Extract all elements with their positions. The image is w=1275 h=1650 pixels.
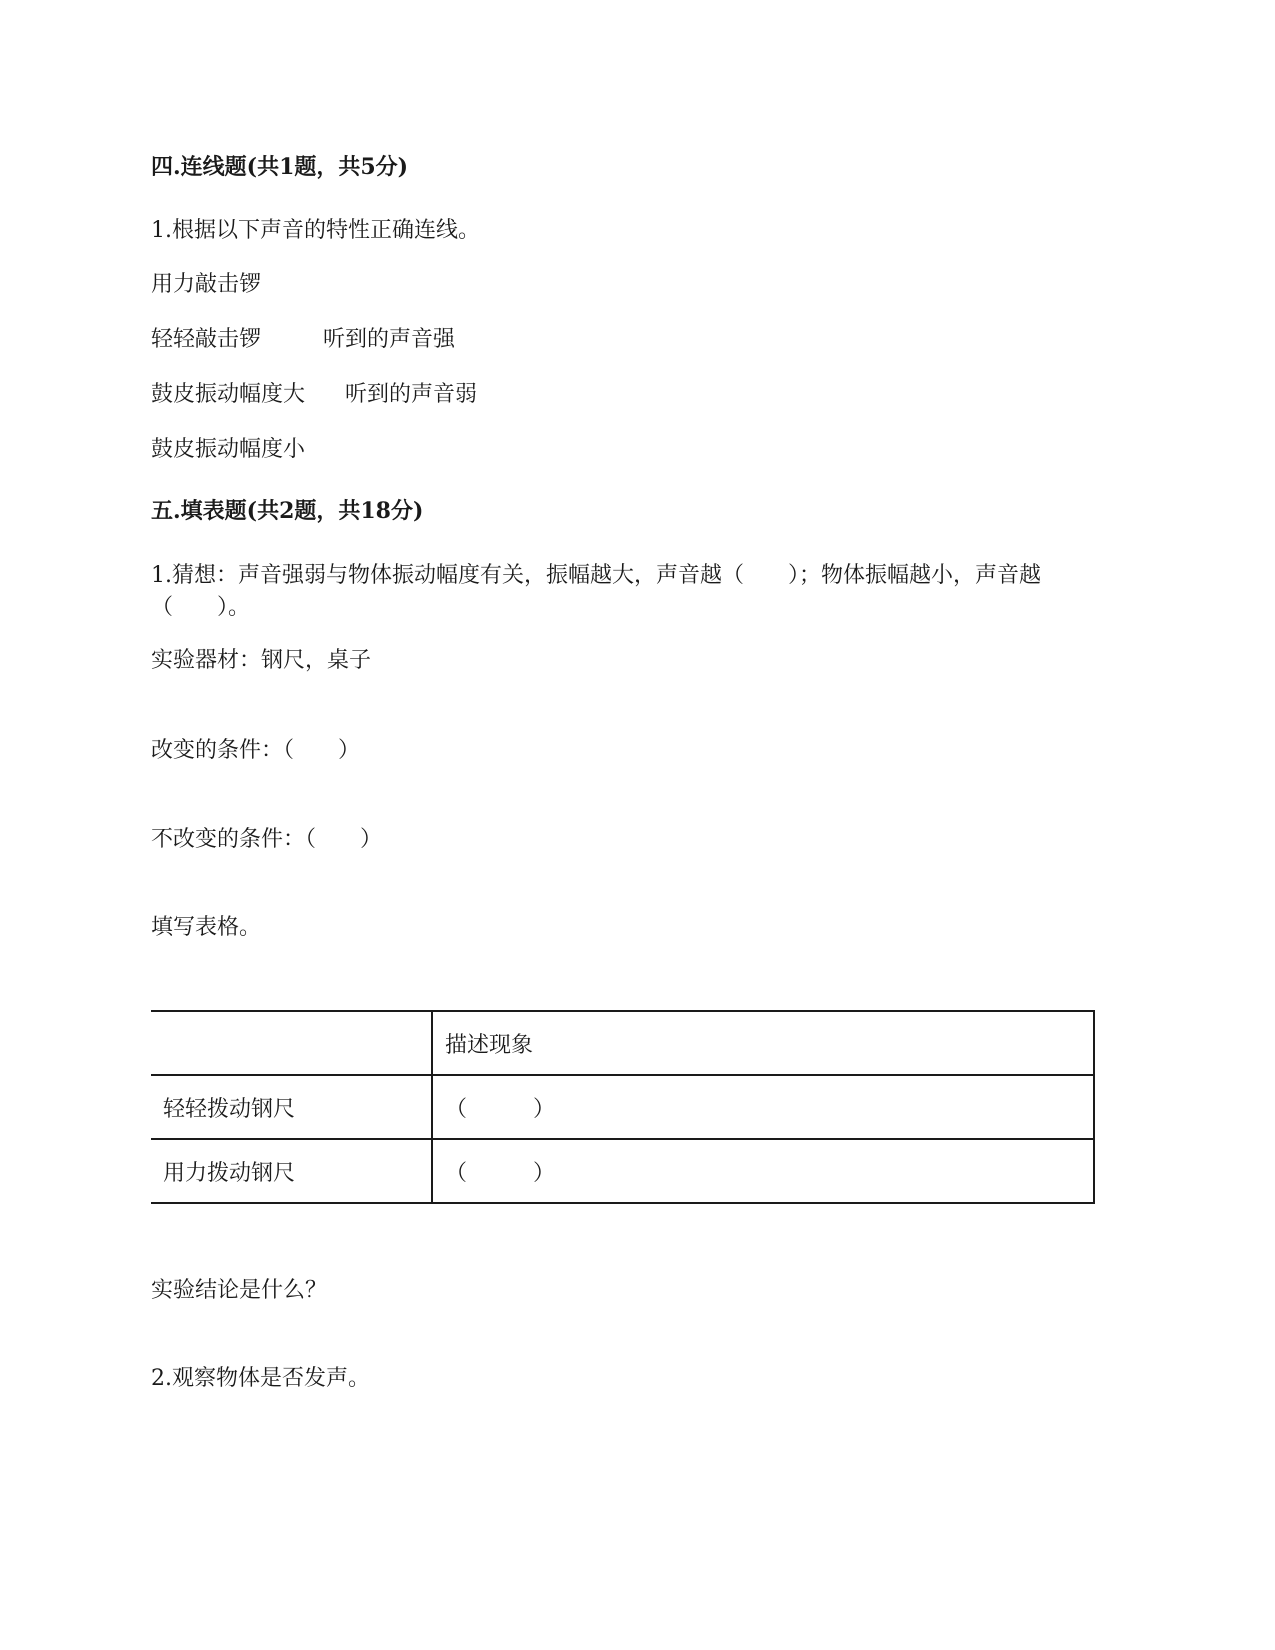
conclusion-question: 实验结论是什么？ bbox=[151, 1278, 328, 1303]
table-header-cell bbox=[151, 1011, 432, 1075]
section-4-heading: 四.连线题(共1题，共5分) bbox=[151, 154, 409, 180]
question-4-1: 1.根据以下声音的特性正确连线。 bbox=[151, 218, 480, 243]
table-cell-condition: 用力拨动钢尺 bbox=[151, 1139, 432, 1203]
left-item-1: 用力敲击锣 bbox=[151, 272, 262, 297]
unchanged-condition: 不改变的条件：（ ） bbox=[151, 827, 383, 852]
table-cell-answer: （ ） bbox=[432, 1075, 1094, 1139]
table-header-cell: 描述现象 bbox=[432, 1011, 1094, 1075]
matching-row-2 bbox=[151, 325, 455, 355]
observation-table bbox=[151, 1010, 1095, 1204]
table-row bbox=[151, 1075, 1094, 1139]
section-5-heading: 五.填表题(共2题，共18分) bbox=[151, 498, 424, 524]
table-cell-answer: （ ） bbox=[432, 1139, 1094, 1203]
changed-condition: 改变的条件：（ ） bbox=[151, 738, 361, 763]
left-item-2: 轻轻敲击锣 bbox=[151, 327, 262, 352]
fill-table-instruction: 填写表格。 bbox=[151, 915, 262, 940]
table-header-row bbox=[151, 1011, 1094, 1075]
left-item-3: 鼓皮振动幅度大 bbox=[151, 382, 306, 407]
table-row bbox=[151, 1139, 1094, 1203]
matching-row-3 bbox=[151, 380, 477, 410]
question-5-2: 2.观察物体是否发声。 bbox=[151, 1366, 370, 1391]
materials-line: 实验器材：钢尺，桌子 bbox=[151, 648, 372, 673]
question-5-1: 1.猜想：声音强弱与物体振动幅度有关，振幅越大，声音越（ ）；物体振幅越小，声音越（ ）。 bbox=[151, 563, 1041, 620]
table-cell-condition: 轻轻拨动钢尺 bbox=[151, 1075, 432, 1139]
right-item-1: 听到的声音强 bbox=[323, 327, 456, 352]
left-item-4: 鼓皮振动幅度小 bbox=[151, 437, 306, 462]
right-item-2: 听到的声音弱 bbox=[345, 382, 478, 407]
